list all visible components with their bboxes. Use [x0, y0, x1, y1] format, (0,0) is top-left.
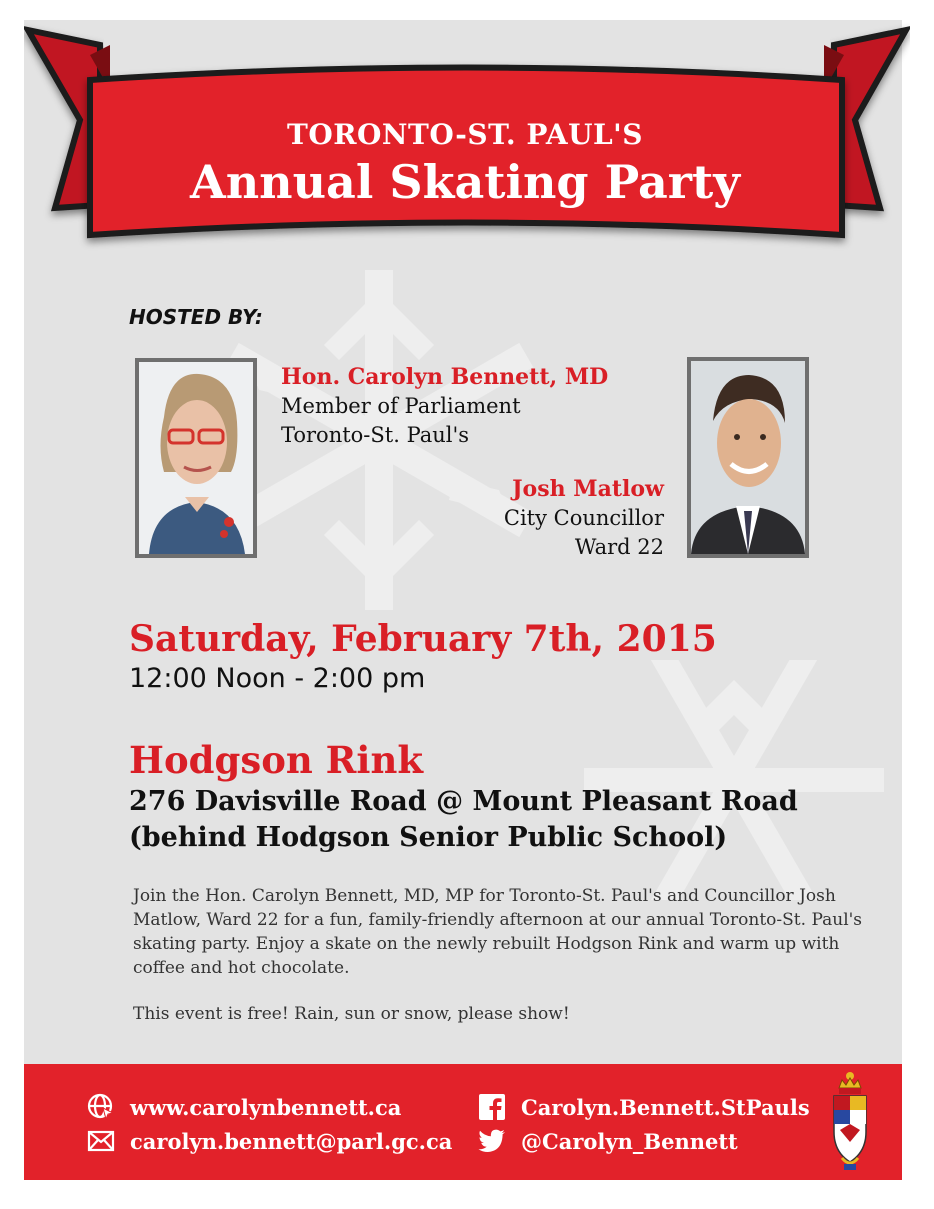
- banner-heading: [90, 118, 840, 210]
- host-info-josh-matlow: [504, 475, 664, 562]
- twitter-text: @Carolyn_Bennett: [521, 1128, 738, 1154]
- event-date: Saturday, February 7th, 2015: [129, 618, 717, 660]
- host-area: Ward 22: [574, 535, 664, 559]
- description-paragraph: This event is free! Rain, sun or snow, please show!: [133, 1004, 570, 1024]
- facebook-link[interactable]: [477, 1092, 810, 1122]
- banner-subtitle: TORONTO-ST. PAUL'S: [287, 118, 643, 151]
- host-role: Member of Parliament: [281, 394, 521, 418]
- event-venue: Hodgson Rink: [129, 738, 424, 782]
- host-photo-carolyn-bennett: [135, 358, 257, 558]
- event-time: 12:00 Noon - 2:00 pm: [129, 663, 426, 694]
- facebook-icon: [477, 1092, 507, 1122]
- host-photo-josh-matlow: [687, 357, 809, 558]
- coat-of-arms-icon: [830, 1070, 870, 1174]
- banner-title: Annual Skating Party: [190, 155, 740, 209]
- event-description: [133, 884, 863, 1048]
- address-line-2: (behind Hodgson Senior Public School): [129, 822, 728, 853]
- contact-footer: [24, 1064, 902, 1180]
- address-line-1: 276 Davisville Road @ Mount Pleasant Road: [129, 786, 798, 817]
- globe-cursor-icon: [86, 1092, 116, 1122]
- twitter-bird-icon: [477, 1126, 507, 1156]
- host-area: Toronto-St. Paul's: [281, 423, 470, 447]
- snowflake-decoration: [584, 660, 884, 900]
- host-name: Josh Matlow: [512, 476, 664, 502]
- website-text: www.carolynbennett.ca: [130, 1094, 402, 1120]
- email-text: carolyn.bennett@parl.gc.ca: [130, 1128, 453, 1154]
- website-link[interactable]: [86, 1092, 401, 1122]
- hosted-by-label: HOSTED BY:: [129, 305, 263, 329]
- envelope-icon: [86, 1126, 116, 1156]
- host-name: Hon. Carolyn Bennett, MD: [281, 364, 609, 390]
- host-role: City Councillor: [503, 506, 664, 530]
- host-info-carolyn-bennett: [281, 363, 608, 450]
- event-address: [129, 784, 798, 856]
- email-link[interactable]: [86, 1126, 452, 1156]
- facebook-text: Carolyn.Bennett.StPauls: [521, 1094, 810, 1120]
- description-paragraph: Join the Hon. Carolyn Bennett, MD, MP for Toronto-St. Paul's and Councillor Josh Matlow, Ward 22 for a fun, family-friendly afternoon at our annual Toronto-St. Paul's skating party. Enjoy a skate on the newly rebuilt Hodgson Rink and warm up with coffee and hot chocolate.: [133, 886, 863, 978]
- twitter-link[interactable]: [477, 1126, 738, 1156]
